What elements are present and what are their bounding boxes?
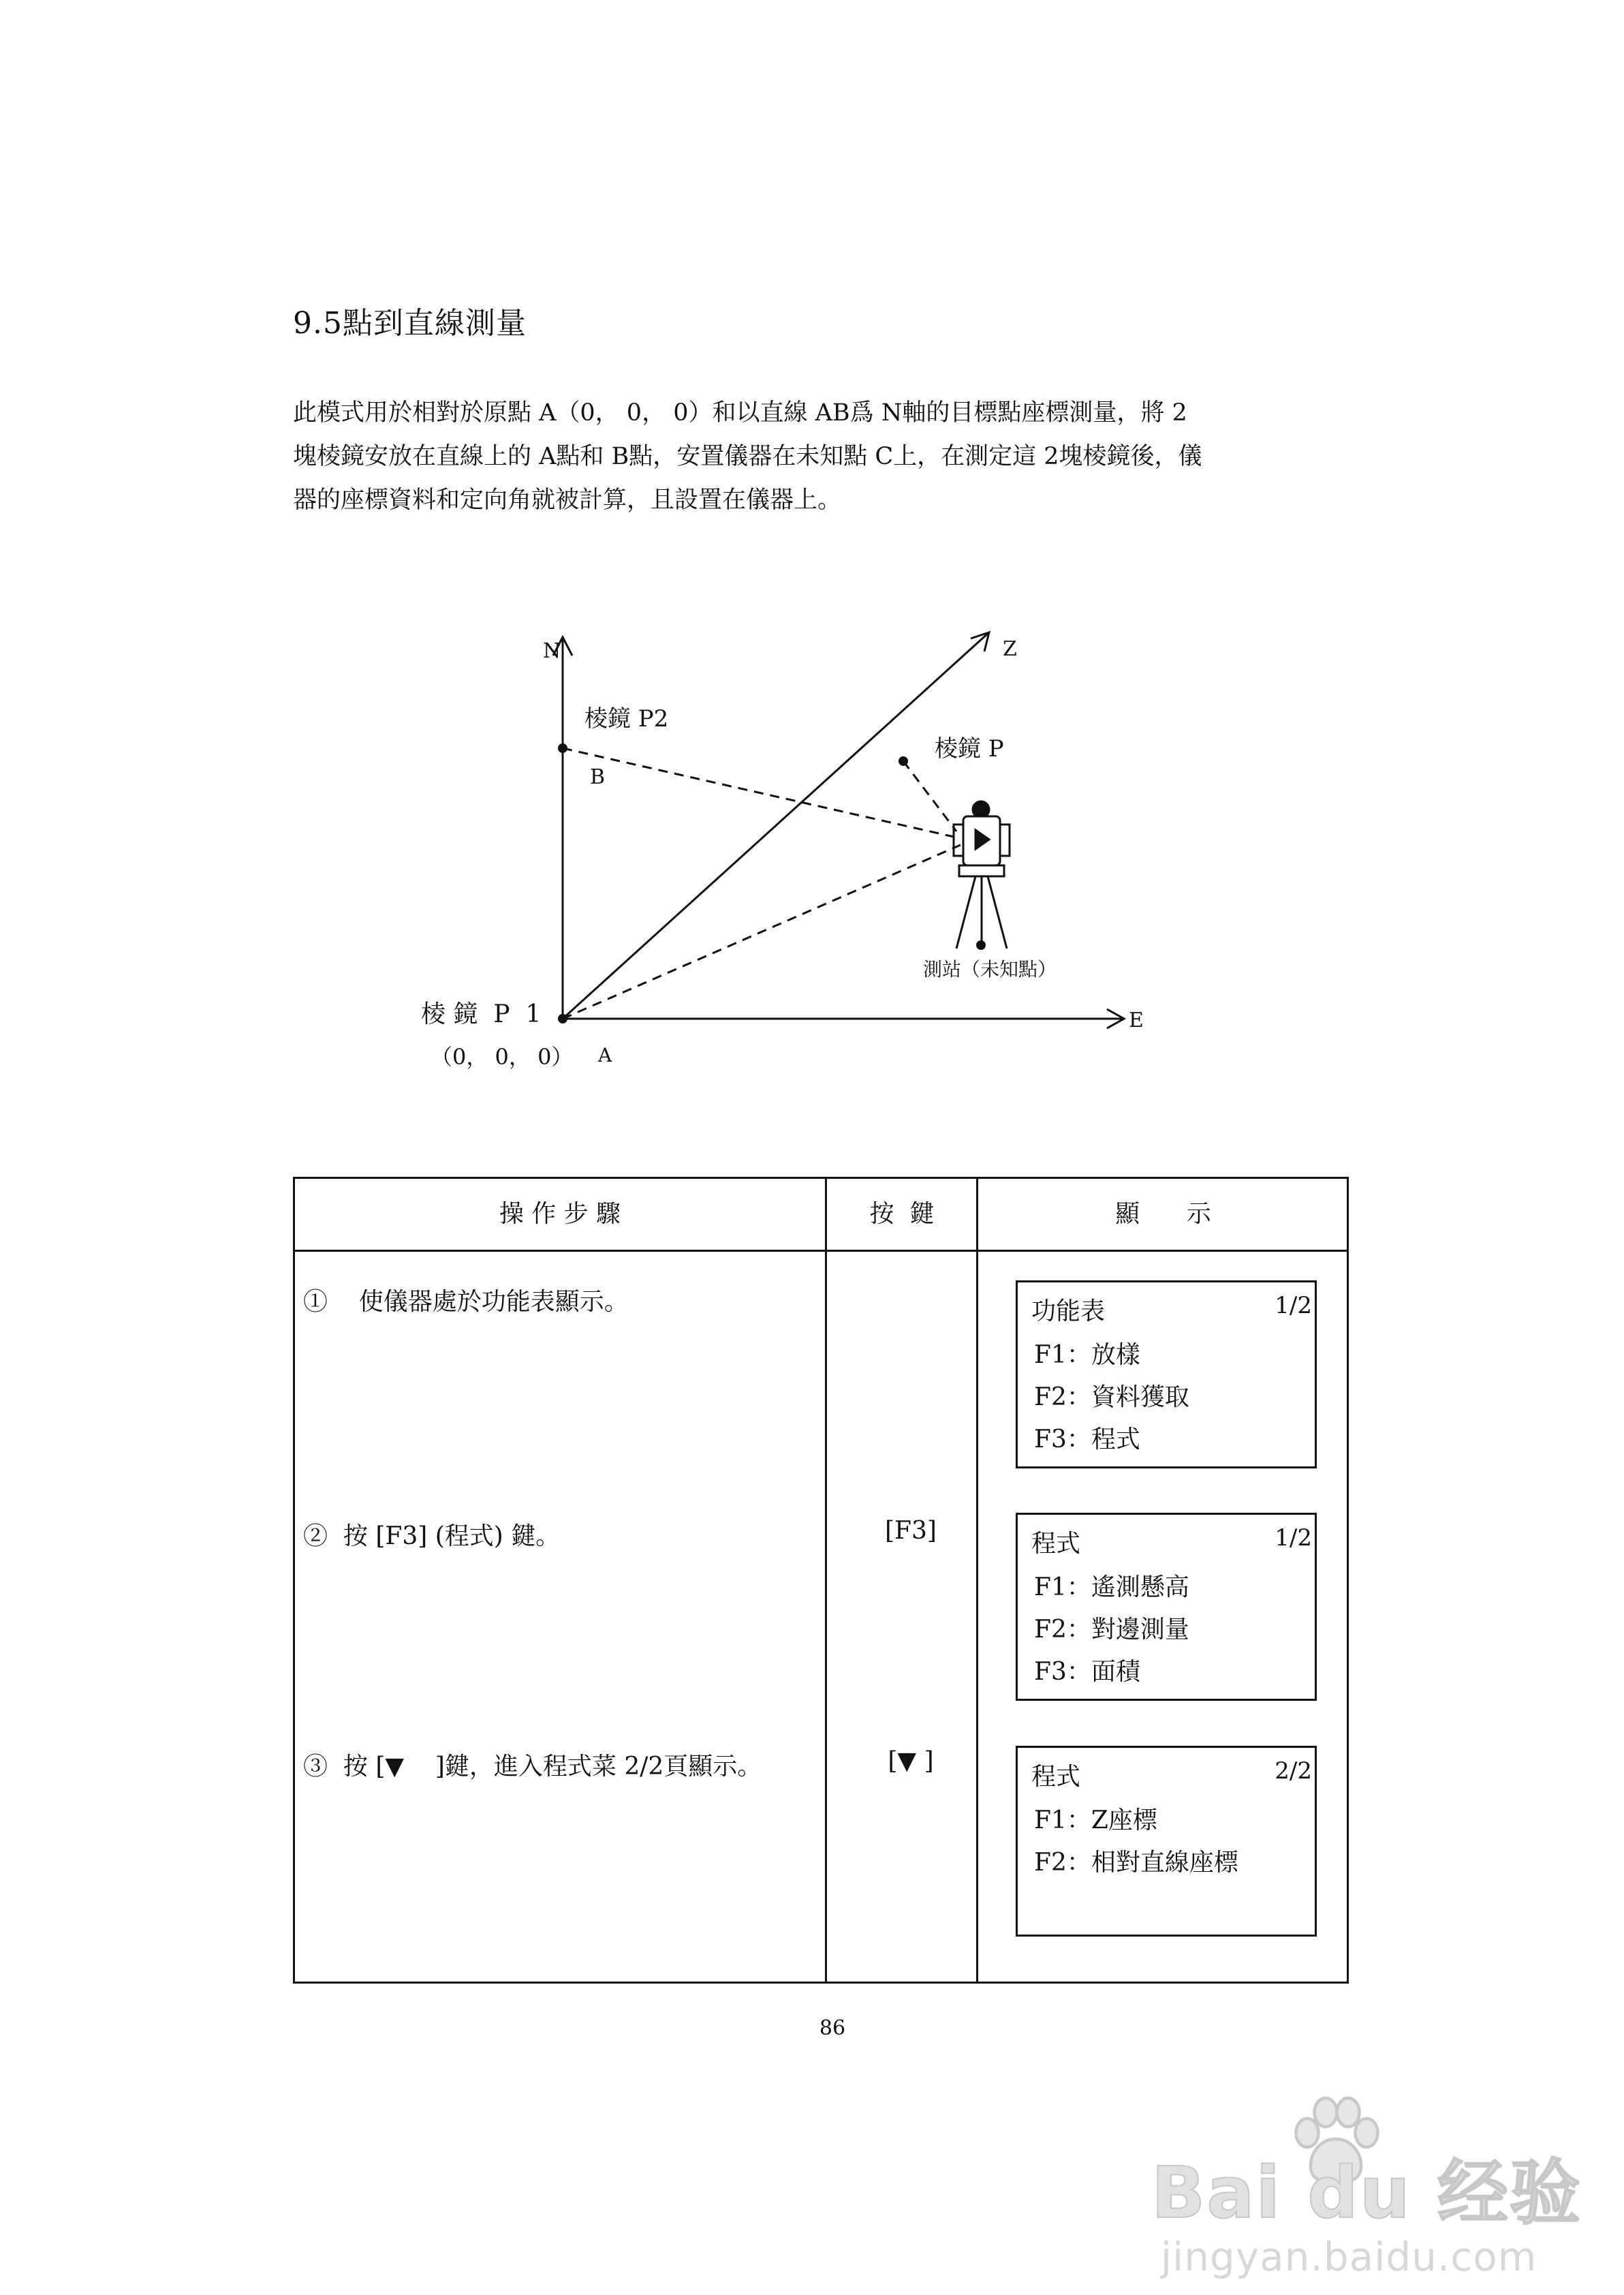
display-screen-3 (1016, 1746, 1317, 1937)
prism-p-label: 棱鏡 P (935, 735, 1004, 763)
step-3-text: ③ 按 [▼ ]鍵，進入程式菜 2/2頁顯示。 (303, 1753, 762, 1781)
screen-menu-item: F1：遙測懸高 (1034, 1573, 1189, 1601)
point-a-label: A (598, 1044, 612, 1066)
header-operation-steps: 操 作 步 驟 (499, 1200, 621, 1228)
prism-p1-label: 棱 鏡 P 1 (421, 1000, 542, 1028)
sight-line-p (903, 761, 956, 831)
column-divider (976, 1179, 978, 1982)
prism-p1-point (558, 1014, 567, 1023)
prism-p2-label: 棱鏡 P2 (584, 705, 669, 733)
header-key: 按 鍵 (869, 1200, 935, 1228)
intro-line: 此模式用於相對於原點 A（0， 0， 0）和以直線 AB爲 N軸的目標點座標測量，將 2 (293, 399, 1187, 427)
e-axis-label: E (1129, 1008, 1144, 1032)
screen-title: 程式 (1031, 1530, 1081, 1558)
screen-menu-item: F3：面積 (1034, 1658, 1140, 1686)
step-2-key: [F3] (885, 1517, 937, 1545)
header-display: 顯 示 (1115, 1200, 1211, 1228)
sight-line-p2 (563, 748, 954, 837)
step-3-key: [▼ ] (888, 1747, 934, 1775)
column-divider (825, 1179, 827, 1982)
n-axis-label: N (543, 639, 561, 663)
screen-page: 1/2 (1275, 1524, 1312, 1552)
screen-page: 2/2 (1275, 1757, 1312, 1785)
page-number: 86 (819, 2016, 846, 2040)
baidu-jingyan-watermark (1151, 2092, 1621, 2290)
prism-p-point (899, 756, 908, 766)
watermark-url: jingyan.baidu.com (1161, 2234, 1537, 2280)
screen-menu-item: F1：放樣 (1034, 1341, 1140, 1369)
watermark-brand: Bai du 经验 (1151, 2151, 1582, 2234)
intro-line: 器的座標資料和定向角就被計算，且設置在儀器上。 (293, 487, 842, 514)
station-label: 測站（未知點） (923, 958, 1057, 981)
point-b-label: B (590, 765, 606, 789)
prism-p2-point (558, 743, 567, 753)
display-screen-1 (1016, 1280, 1317, 1468)
screen-menu-item: F1：Z座標 (1034, 1806, 1157, 1834)
screen-page: 1/2 (1275, 1292, 1312, 1319)
screen-title: 程式 (1031, 1763, 1081, 1791)
step-1-text: ① 使儀器處於功能表顯示。 (303, 1288, 629, 1316)
procedure-table (293, 1177, 1349, 1984)
header-divider (295, 1250, 1347, 1252)
intro-line: 塊棱鏡安放在直線上的 A點和 B點，安置儀器在未知點 C上，在測定這 2塊棱鏡後，儀 (293, 443, 1202, 470)
display-screen-2 (1016, 1513, 1317, 1701)
origin-label: （0， 0， 0） (431, 1044, 574, 1070)
total-station-icon (954, 801, 1010, 949)
screen-menu-item: F2：對邊測量 (1034, 1616, 1189, 1644)
screen-menu-item: F2：相對直線座標 (1034, 1849, 1238, 1877)
screen-title: 功能表 (1031, 1297, 1106, 1325)
z-axis-label: Z (1003, 637, 1017, 661)
section-title: 9.5點到直線測量 (293, 306, 527, 341)
step-2-text: ② 按 [F3] (程式) 鍵。 (303, 1522, 561, 1550)
screen-menu-item: F3：程式 (1034, 1426, 1140, 1453)
screen-menu-item: F2：資料獲取 (1034, 1383, 1189, 1411)
sight-line-p1 (563, 845, 961, 1019)
